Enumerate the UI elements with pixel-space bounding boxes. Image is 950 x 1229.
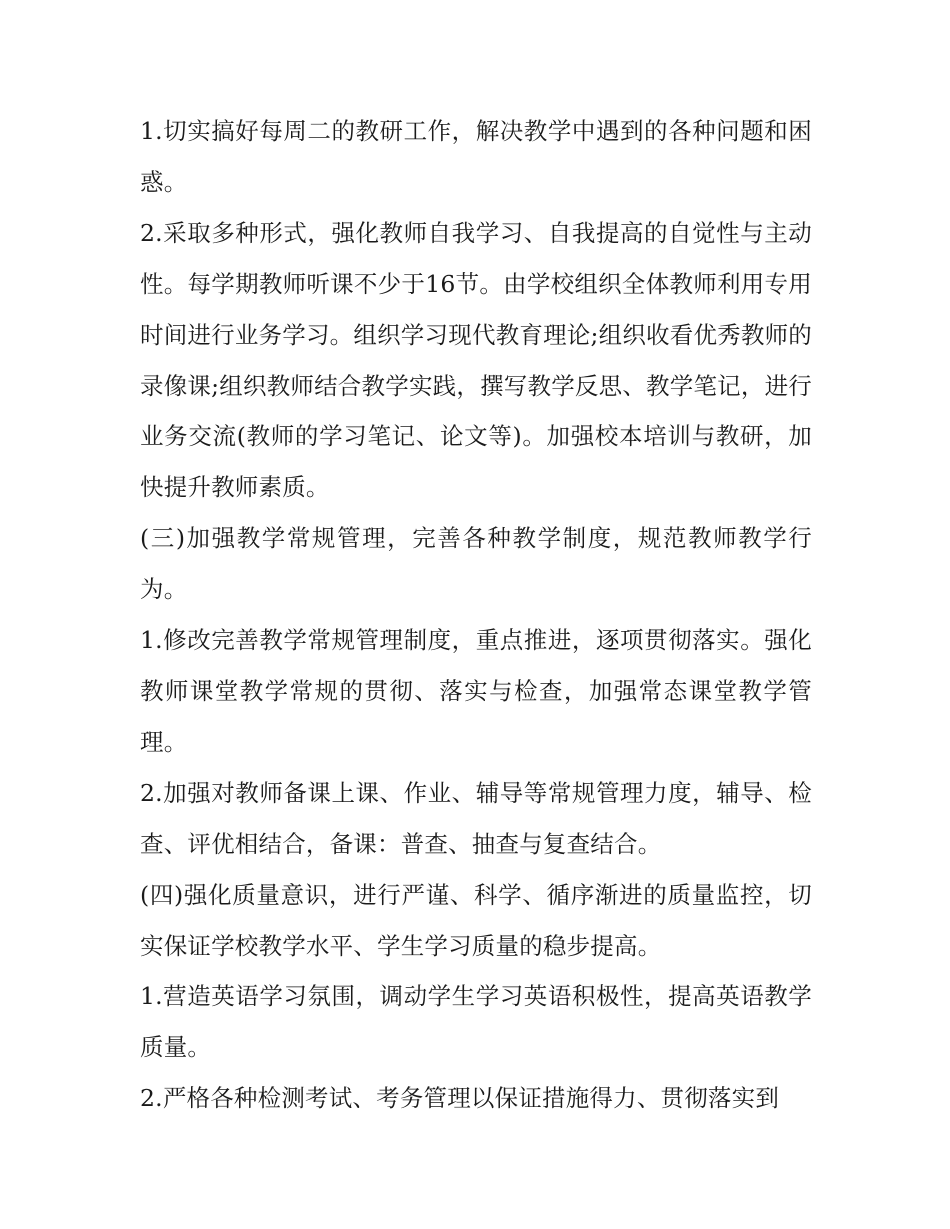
paragraph-heading-quality-monitoring: (四)强化质量意识，进行严谨、科学、循序渐进的质量监控，切实保证学校教学水平、学生学习质量的稳步提高。 [140,880,812,960]
paragraph-lesson-prep-management: 2.加强对教师备课上课、作业、辅导等常规管理力度，辅导、检查、评优相结合，备课：普查、抽查与复查结合。 [140,778,812,858]
paragraph-heading-teaching-routine: (三)加强教学常规管理，完善各种教学制度，规范教师教学行为。 [140,524,812,604]
paragraph-weekly-research: 1.切实搞好每周二的教研工作，解决教学中遇到的各种问题和困惑。 [140,117,812,196]
paragraph-routine-system: 1.修改完善教学常规管理制度，重点推进，逐项贯彻落实。强化教师课堂教学常规的贯彻、落实与检查，加强常态课堂教学管理。 [140,626,812,756]
paragraph-exam-management: 2.严格各种检测考试、考务管理以保证措施得力、贯彻落实到 [140,1084,780,1113]
paragraph-english-learning: 1.营造英语学习氛围，调动学生学习英语积极性，提高英语教学质量。 [140,982,812,1062]
document-body [140,106,812,1124]
paragraph-teacher-self-study: 2.采取多种形式，强化教师自我学习、自我提高的自觉性与主动性。每学期教师听课不少于16节。由学校组织全体教师利用专用时间进行业务学习。组织学习现代教育理论;组织收看优秀教师的录像课;组织教师结合教学实践，撰写教学反思、教学笔记，进行业务交流(教师的学习笔记、论文等)。加强校本培训与教研，加快提升教师素质。 [140,218,812,502]
